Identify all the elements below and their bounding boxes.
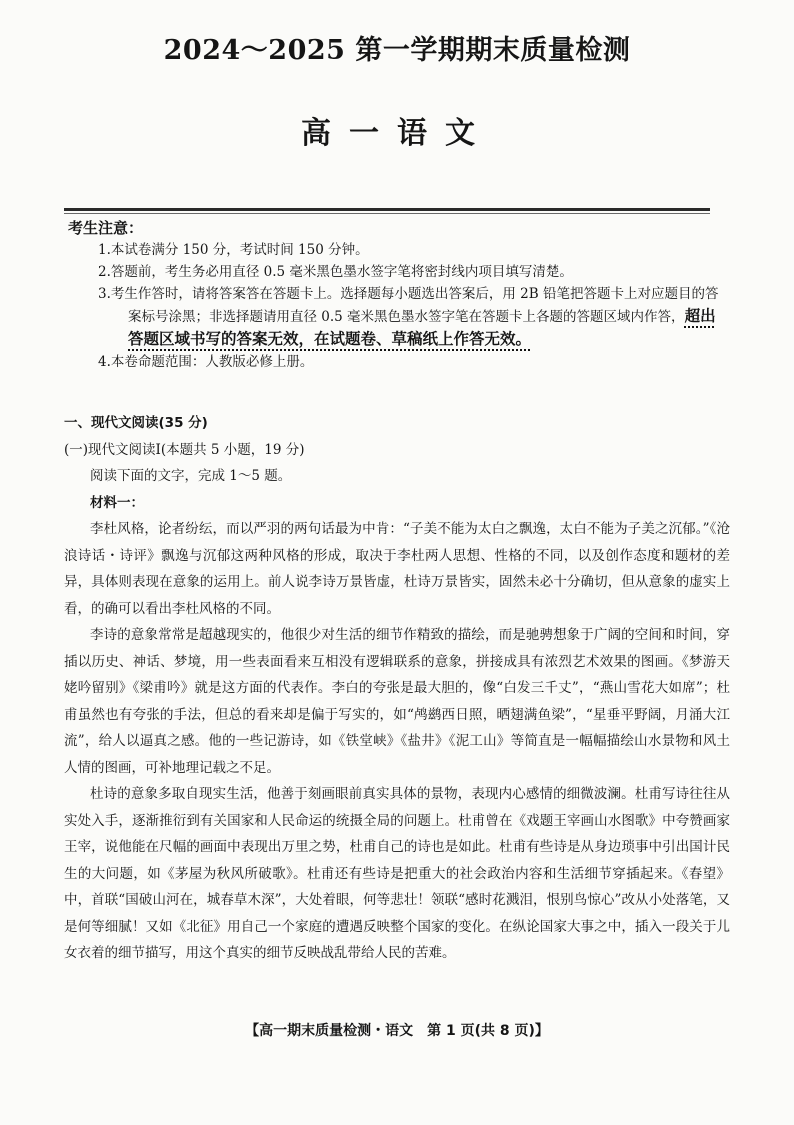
section-heading: 一、现代文阅读(35 分) [64,415,208,431]
paragraph: 杜诗的意象多取自现实生活，他善于刻画眼前真实具体的景物，表现内心感情的细微波澜。杜甫写诗往往从实处入手，逐渐推衍到有关国家和人民命运的统摄全局的问题上。杜甫曾在《戏题王宰画山水图歌》中夸赞画家王宰，说他能在尺幅的画面中表现出万里之势，杜甫自己的诗也是如此。杜甫有些诗是从身边琐事中引出国计民生的大问题，如《茅屋为秋风所破歌》。杜甫还有些诗是把重大的社会政治内容和生活细节穿插起来。《春望》中，首联“国破山河在，城春草木深”，大处着眼，何等悲壮！领联“感时花溅泪，恨别鸟惊心”改从小处落笔，又是何等细腻！又如《北征》用自己一个家庭的遭遇反映整个国家的变化。在纵论国家大事之中，插入一段关于儿女衣着的细节描写，用这个真实的细节反映战乱带给人民的苦难。 [64,786,730,961]
notice-heading: 考生注意： [68,219,144,237]
subject-title: 高一语文 [301,116,493,151]
notice-item-3-text: 3.考生作答时，请将答案答在答题卡上。选择题每小题选出答案后，用 2B 铅笔把答题卡上对应题目的答案标号涂黑；非选择题请用直径 0.5 毫米黑色墨水签字笔在答题卡上各题的答题区域内作答， [98,286,719,325]
page-footer: 【高一期末质量检测・语文 第 1 页(共 8 页)】 [245,1023,549,1039]
exam-title: 2024～2025 第一学期期末质量检测 [163,35,631,66]
material-label: 材料一： [90,494,144,511]
subsection-heading: (一)现代文阅读Ⅰ(本题共 5 小题，19 分) [64,441,305,458]
candidate-notice [68,217,728,373]
header-divider [64,208,710,211]
header-divider-thin [64,213,710,214]
paragraph: 李诗的意象常常是超越现实的，他很少对生活的细节作精致的描绘，而是驰骋想象于广阔的空间和时间，穿插以历史、神话、梦境，用一些表面看来互相没有逻辑联系的意象，拼接成具有浓烈艺术效果的图画。《梦游天姥吟留别》《梁甫吟》就是这方面的代表作。李白的夸张是最大胆的，像“白发三千丈”，“燕山雪花大如席”；杜甫虽然也有夸张的手法，但总的看来却是偏于写实的，如“鸬鹚西日照，晒翅满鱼梁”，“星垂平野阔，月涌大江流”，给人以逼真之感。他的一些记游诗，如《铁堂峡》《盐井》《泥工山》等简直是一幅幅描绘山水景物和风土人情的图画，可补地理记载之不足。 [64,627,730,776]
reading-section [64,410,730,967]
notice-item-4: 4.本卷命题范围：人教版必修上册。 [98,354,314,370]
paragraph: 李杜风格，论者纷纭，而以严羽的两句话最为中肯：“子美不能为太白之飘逸，太白不能为子美之沉郁。”《沧浪诗话・诗评》飘逸与沉郁这两种风格的形成，取决于李杜两人思想、性格的不同，以及创作态度和题材的差异，具体则表现在意象的运用上。前人说李诗万景皆虚，杜诗万景皆实，固然未必十分确切，但从意象的虚实上看，的确可以看出李杜风格的不同。 [64,521,730,617]
notice-item-3-emphasis: 超出答题区域书写的答案无效，在试题卷、草稿纸上作答无效。 [128,307,716,348]
notice-item-3 [98,283,728,351]
notice-item-2: 2.答题前，考生务必用直径 0.5 毫米黑色墨水签字笔将密封线内项目填写清楚。 [98,264,573,280]
reading-instruction: 阅读下面的文字，完成 1～5 题。 [90,468,292,484]
notice-item-1: 1.本试卷满分 150 分，考试时间 150 分钟。 [98,242,369,258]
